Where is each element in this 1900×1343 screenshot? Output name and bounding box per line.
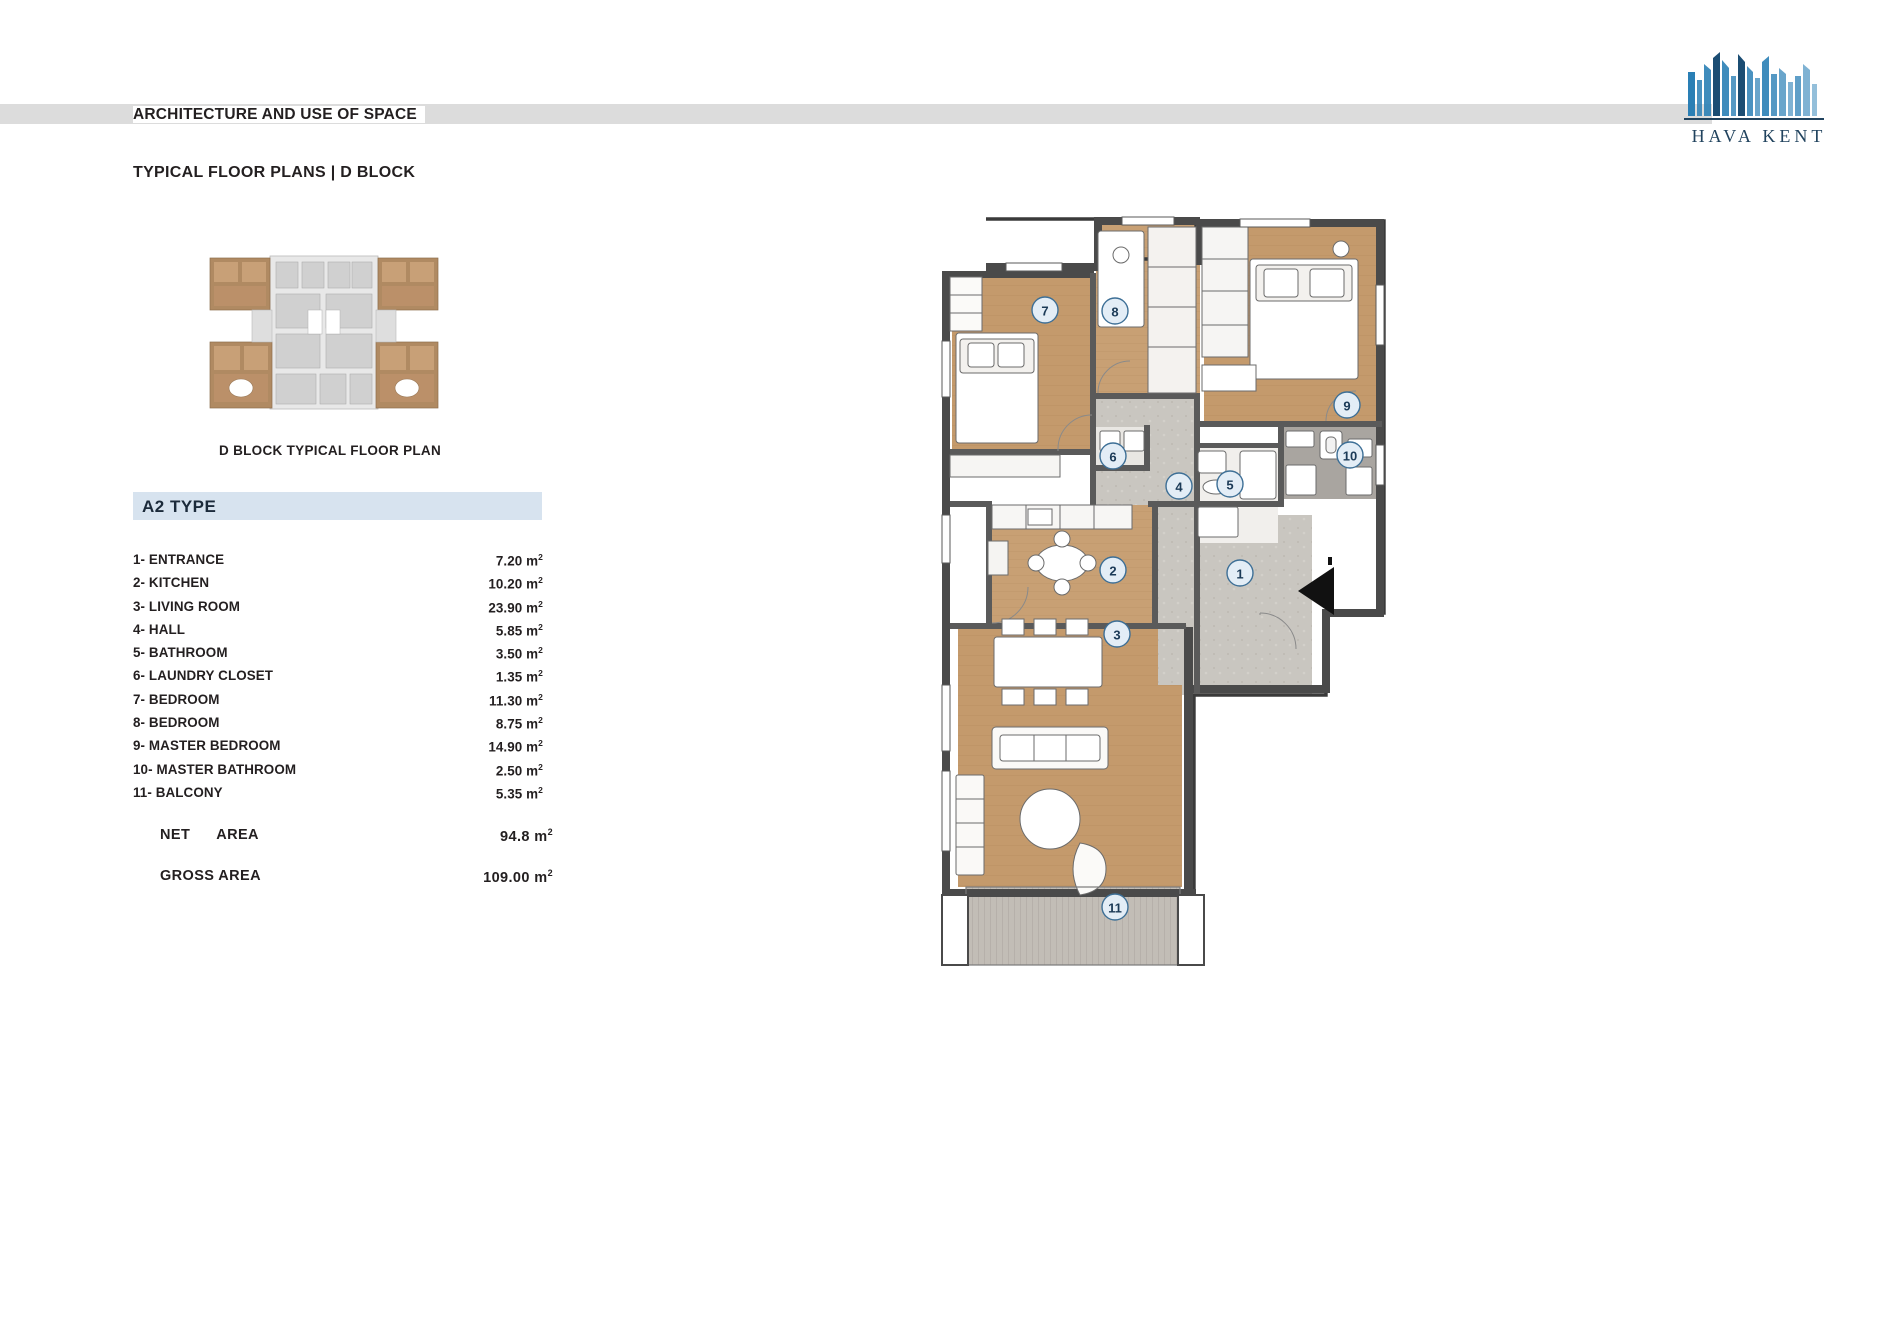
room-name: 2- KITCHEN: [133, 575, 210, 591]
list-item: [133, 762, 553, 785]
list-item: [133, 552, 553, 575]
room-area: 7.20 $m^2$: [495, 552, 543, 569]
gross-area-row: [160, 868, 553, 909]
room-name: 3- LIVING ROOM: [133, 598, 241, 614]
room-marker-6: [1100, 443, 1126, 469]
room-name: 9- MASTER BEDROOM: [133, 738, 281, 754]
page-subtitle: TYPICAL FLOOR PLANS | D BLOCK: [133, 164, 416, 181]
logo-brand-text: HAVA KENT: [1691, 126, 1827, 146]
room-marker-11: [1102, 894, 1128, 920]
list-item: [133, 715, 553, 738]
svg-text:1: 1: [1236, 566, 1244, 582]
list-item: [133, 575, 553, 598]
list-item: [133, 692, 553, 715]
room-name: 11- BALCONY: [133, 784, 223, 800]
apartment-floor-plan: [930, 215, 1500, 1195]
room-area: 1.35 $m^2$: [495, 668, 543, 685]
room-marker-5: [1217, 471, 1243, 497]
room-name: 10- MASTER BATHROOM: [133, 761, 297, 777]
room-marker-9: [1334, 392, 1360, 418]
gross-area-value: 109.00 $m^2$: [483, 868, 553, 886]
room-name: 7- BEDROOM: [133, 691, 220, 707]
room-area: 3.50 $m^2$: [495, 645, 543, 662]
svg-text:3: 3: [1113, 627, 1121, 643]
page-header-title: ARCHITECTURE AND USE OF SPACE: [133, 106, 425, 123]
room-marker-7: [1032, 297, 1058, 323]
list-item: [133, 785, 553, 808]
svg-text:7: 7: [1041, 303, 1049, 319]
room-name: 8- BEDROOM: [133, 715, 220, 731]
room-marker-8: [1102, 298, 1128, 324]
room-marker-3: [1104, 621, 1130, 647]
room-area: 11.30 $m^2$: [489, 691, 543, 709]
room-marker-4: [1166, 473, 1192, 499]
svg-text:10: 10: [1342, 448, 1358, 464]
net-area-row: [160, 827, 553, 868]
room-area: 14.90 $m^2$: [488, 738, 543, 755]
svg-text:11: 11: [1108, 900, 1122, 916]
room-area: 5.35 $m^2$: [495, 784, 543, 802]
room-name: 4- HALL: [133, 621, 186, 637]
net-area-label: NET AREA: [160, 827, 259, 843]
room-marker-10: [1337, 442, 1363, 468]
room-area: 2.50 $m^2$: [495, 761, 543, 779]
unit-type-label: A2 TYPE: [142, 497, 217, 516]
svg-text:6: 6: [1109, 449, 1117, 465]
svg-text:2: 2: [1109, 563, 1117, 579]
list-item: [133, 622, 553, 645]
svg-text:8: 8: [1111, 304, 1119, 320]
svg-text:5: 5: [1226, 477, 1234, 493]
list-item: [133, 599, 553, 622]
room-area: 5.85 $m^2$: [495, 621, 543, 639]
svg-text:9: 9: [1343, 398, 1351, 414]
list-item: [133, 738, 553, 761]
logo-mark-icon: [1674, 50, 1844, 124]
room-name: 5- BATHROOM: [133, 645, 228, 661]
room-schedule-list: [133, 552, 553, 808]
list-item: [133, 668, 553, 691]
svg-text:4: 4: [1175, 479, 1183, 495]
keyplan-caption: D BLOCK TYPICAL FLOOR PLAN: [218, 443, 442, 458]
room-area: 8.75 $m^2$: [495, 715, 543, 732]
keyplan-thumbnail: [192, 250, 457, 415]
brand-logo: [1674, 50, 1844, 160]
gross-area-label: GROSS AREA: [160, 868, 261, 884]
room-area: 23.90 $m^2$: [488, 598, 543, 616]
area-totals: [160, 827, 553, 909]
room-name: 1- ENTRANCE: [133, 552, 225, 567]
net-area-value: 94.8 $m^2$: [500, 827, 553, 845]
room-marker-2: [1100, 557, 1126, 583]
room-area: 10.20 $m^2$: [488, 575, 543, 592]
room-marker-1: [1227, 560, 1253, 586]
list-item: [133, 645, 553, 668]
room-name: 6- LAUNDRY CLOSET: [133, 668, 274, 684]
